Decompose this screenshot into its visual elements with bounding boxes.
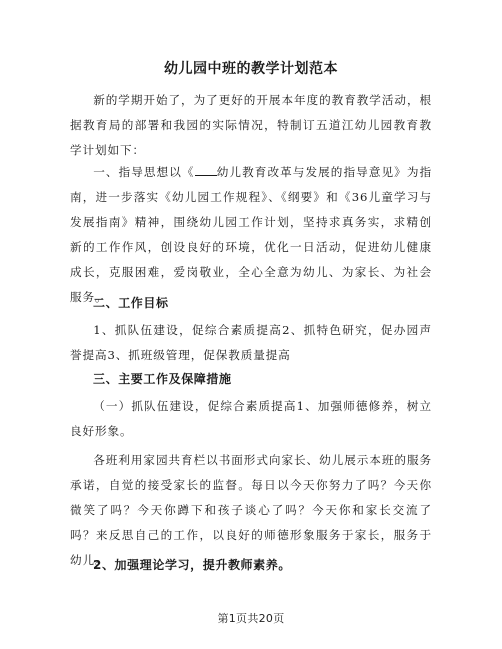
subheading-theory-study: 2、加强理论学习，提升教师素养。 xyxy=(93,558,291,572)
page-number-footer: 第1页共20页 xyxy=(217,612,285,625)
section-heading-measures: 三、主要工作及保障措施 xyxy=(93,372,232,386)
guiding-ideology-text-rest: 幼儿教育改革与发展的指导意见》为指南，进一步落实《幼儿园工作规程》、《纲要》和《36儿童学习与发展指南》精神，围绕幼儿园工作计划，坚持求真务实，求精创新的工作作风，创设良好的环境，优化一日活动，促进幼儿健康成长，克服困难，爱岗敬业，全心全意为幼儿、为家长、为社会服务。 xyxy=(70,165,433,304)
fill-in-blank-line xyxy=(195,165,217,176)
guiding-ideology-paragraph xyxy=(70,160,432,310)
section-heading-goals: 二、工作目标 xyxy=(93,296,169,310)
measures-paragraph-2: 各班利用家园共育栏以书面形式向家长、幼儿展示本班的服务承诺，自觉的接受家长的监督。每日以今天你努力了吗？今天你微笑了吗？今天你蹲下和孩子谈心了吗？今天你和家长交流了吗？来反思自己的工作，以良好的师德形象服务于家长，服务于幼儿。 xyxy=(70,453,432,567)
document-title: 幼儿园中班的教学计划范本 xyxy=(164,61,338,77)
intro-paragraph: 新的学期开始了，为了更好的开展本年度的教育教学活动，根据教育局的部署和我园的实际情况，特制订五道江幼儿园教育教学计划如下： xyxy=(70,93,432,157)
measures-paragraph-1: （一）抓队伍建设，促综合素质提高1、加强师德修养，树立良好形象。 xyxy=(70,399,432,438)
goals-paragraph: 1、抓队伍建设，促综合素质提高2、抓特色研究，促办园声誉提高3、抓班级管理，促保教质量提高 xyxy=(70,323,432,362)
guiding-ideology-text-start: 一、指导思想以《 xyxy=(93,165,195,179)
